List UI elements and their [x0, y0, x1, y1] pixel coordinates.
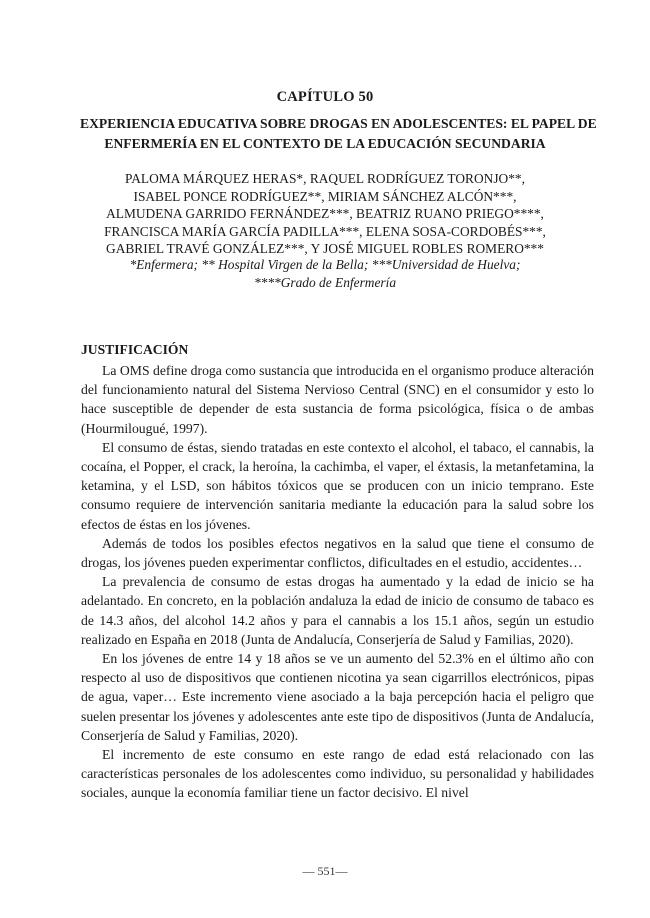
author-line: ISABEL PONCE RODRÍGUEZ**, MIRIAM SÁNCHEZ ALCÓN***,	[133, 188, 517, 204]
author-line: ALMUDENA GARRIDO FERNÁNDEZ***, BEATRIZ RUANO PRIEGO****,	[106, 206, 544, 222]
chapter-title	[80, 114, 597, 154]
paragraph: Además de todos los posibles efectos negativos en la salud que tiene el consumo de drogas, los jóvenes pueden experimentar conflictos, dificultades en el estudio, accidentes…	[81, 535, 594, 571]
paragraph: La prevalencia de consumo de estas drogas ha aumentado y la edad de inicio se ha adelantado. En concreto, en la población andaluza la edad de inicio de consumo de tabaco es de 14.3 años, del alcohol 14.2 años y para el cannabis a los 15.1 años, según un estudio realizado en España en 2018 (Junta de Andalucía, Conserjería de Salud y Familias, 2020).	[81, 574, 594, 647]
author-line: PALOMA MÁRQUEZ HERAS*, RAQUEL RODRÍGUEZ TORONJO**,	[125, 171, 525, 186]
affiliations	[60, 256, 590, 291]
paragraph: La OMS define droga como sustancia que introducida en el organismo produce alteración del funcionamiento natural del Sistema Nervioso Central (SNC) en el consumidor y esto lo hace susceptible de depender de esta sustancia de forma psicológica, física o de ambas (Hourmilougué, 1997).	[81, 363, 594, 436]
chapter-title-line: EXPERIENCIA EDUCATIVA SOBRE DROGAS EN ADOLESCENTES: EL PAPEL DE	[80, 116, 597, 131]
chapter-number: CAPÍTULO 50	[276, 89, 374, 105]
paragraph: En los jóvenes de entre 14 y 18 años se ve un aumento del 52.3% en el último año con respecto al uso de dispositivos que contienen nicotina ya sean cigarrillos electrónicos, pipas de agua, vaper… Este incremento viene asociado a la baja percepción hacia el peligro que suelen presentar los jóvenes y adolescentes ante este tipo de dispositivos (Junta de Andalucía, Conserjería de Salud y Familias, 2020).	[81, 651, 594, 743]
author-line: GABRIEL TRAVÉ GONZÁLEZ***, Y JOSÉ MIGUEL ROBLES ROMERO***	[106, 241, 544, 257]
paragraph: El consumo de éstas, siendo tratadas en este contexto el alcohol, el tabaco, el cannabis, la cocaína, el Popper, el crack, la heroína, la cachimba, el vaper, el éxtasis, la metanfetamina, la ketamina, y el LSD, son hábitos tóxicos que se producen con un inicio temprano. Este consumo requiere de intervención sanitaria mediante la educación para la salud sobre los efectos de éstas en los jóvenes.	[81, 439, 594, 532]
chapter-title-line: ENFERMERÍA EN EL CONTEXTO DE LA EDUCACIÓN SECUNDARIA	[104, 136, 546, 151]
body-text	[81, 361, 594, 803]
affiliation-line: *Enfermera; ** Hospital Virgen de la Bella; ***Universidad de Huelva;	[129, 257, 521, 272]
page-number: — 551—	[302, 864, 348, 878]
affiliation-line: ****Grado de Enfermería	[253, 274, 397, 290]
author-line: FRANCISCA MARÍA GARCÍA PADILLA***, ELENA SOSA-CORDOBÉS***,	[104, 223, 546, 239]
author-list	[60, 170, 590, 258]
section-heading: JUSTIFICACIÓN	[81, 342, 189, 357]
paragraph: El incremento de este consumo en este rango de edad está relacionado con las características personales de los adolescentes como individuo, su personalidad y habilidades sociales, aunque la economía familiar tiene un factor decisivo. El nivel	[81, 747, 594, 801]
